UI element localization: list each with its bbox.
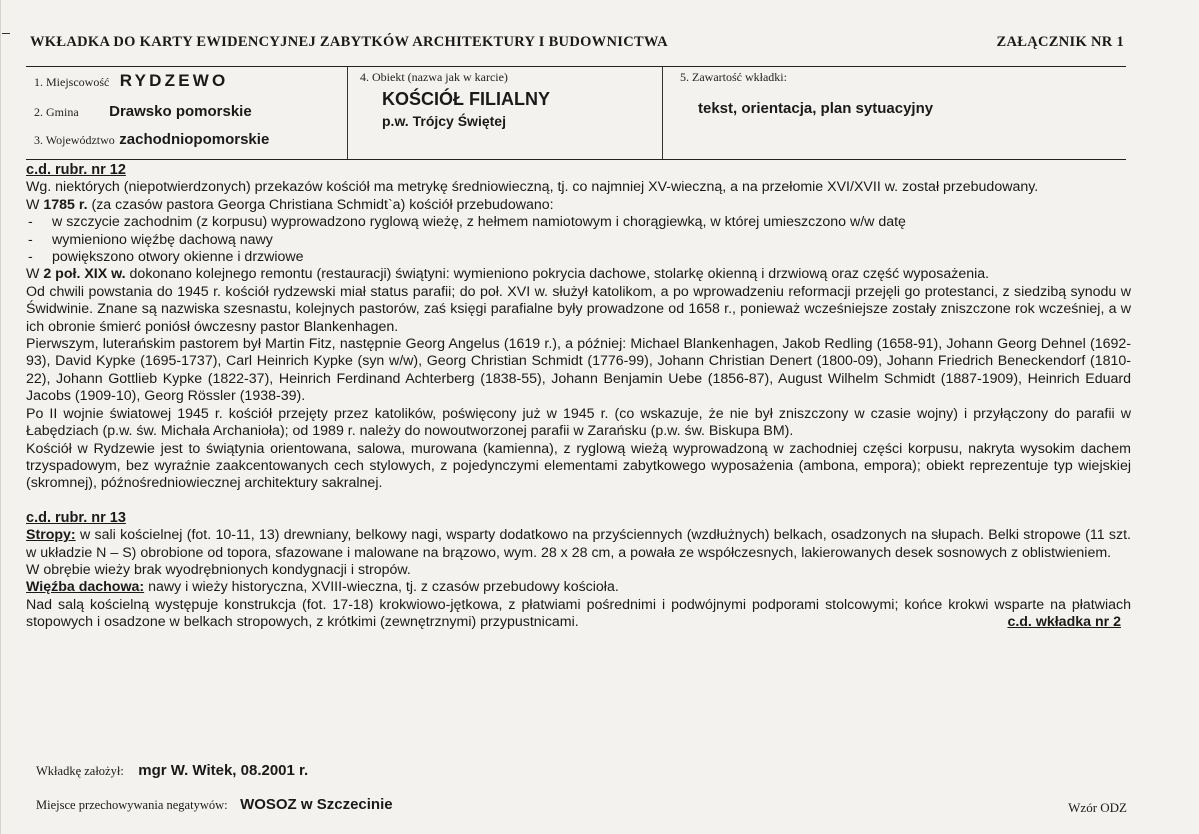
field-commune-label: 2. Gmina: [34, 105, 79, 119]
negatives-line: [36, 796, 393, 814]
paragraph: Wg. niektórych (niepotwierdzonych) przekazów kościół ma metrykę średniowieczną, tj. co najmniej XV-wieczną, a na przełomie XVI/XVII w. został przebudowany.: [26, 179, 1039, 196]
field-locality-label: 1. Miejscowość: [34, 75, 110, 89]
paragraph: Kościół w Rydzewie jest to świątynia orientowana, salowa, murowana (kamienna), z ryglową wieżą wyprowadzoną w zachodniej części korpusu, nakryta wysokim dachem trzyspadowym, bez wyraźnie zaakcentowanych cech stylowych, z pojedynczymi elementami zabytkowego wyposażenia (ambona, empora); obiekt reprezentuje typ wiejskiej (skromnej), późnośredniowiecznej architektury sakralnej.: [26, 440, 1131, 492]
paragraph: W 2 poł. XIX w. dokonano kolejnego remontu (restauracji) świątyni: wymieniono pokrycia dachowe, stolarkę okienną i drzwiową oraz część wyposażenia.: [26, 266, 990, 283]
page-edge: [0, 0, 1, 834]
paragraph: Stropy: w sali kościelnej (fot. 10-11, 13) drewniany, belkowy nagi, wsparty dodatkowo na przyściennych (wzdłużnych) belkach, osadzonych na słupach. Belki stropowe (11 szt. w układzie N – S) obrobione od topora, sfazowane i malowane na brązowo, wym. 28 x 28 cm, a powała ze współczesnych, lakierowanych desek sosnowych z oblistwieniem.: [26, 527, 1131, 561]
annex-number: ZAŁĄCZNIK NR 1: [996, 34, 1124, 50]
field-locality-value: RYDZEWO: [119, 71, 229, 90]
paragraph: Nad salą kościelną występuje konstrukcja (fot. 17-18) krokwiowo-jętkowa, z płatwiami pośrednimi i podwójnymi podporami stolcowymi; końce krokwi wsparte na płatwiach stopowych i osadzone w belkach stropowych, z krótkimi (zewnętrznymi) przypustnicami. c.d. wkładka nr 2: [26, 596, 1131, 631]
document-title: WKŁADKA DO KARTY EWIDENCYJNEJ ZABYTKÓW ARCHITEKTURY I BUDOWNICTWA: [30, 34, 668, 50]
paragraph: Od chwili powstania do 1945 r. kościół rydzewski miał status parafii; do poł. XVI w. służył katolikom, a po wprowadzeniu reformacji przejęli go protestanci, z siedzibą synodu w Świdwinie. Znane są nazwiska szesnastu, kolejnych pastorów, zaś księgi parafialne były prowadzone od 1658 r., ponieważ wcześniejsze zostały zniszczone rok wcześniej, a w ich obronie śmierć poniósł ówczesny pastor Blankenhagen.: [26, 283, 1131, 335]
list-item: - powiększono otwory okienne i drzwiowe: [28, 249, 304, 266]
field-contents-value: tekst, orientacja, plan sytuacyjny: [698, 100, 934, 117]
field-contents-label: 5. Zawartość wkładki:: [680, 70, 787, 84]
field-voivodeship-value: zachodniopomorskie: [119, 131, 270, 148]
margin-mark: [2, 33, 10, 34]
field-commune: [34, 103, 252, 121]
author-line: [36, 762, 308, 780]
field-voivodeship: [34, 131, 269, 149]
list-item: - w szczycie zachodnim (z korpusu) wyprowadzono ryglową wieżę, z hełmem namiotowym i chorągiewką, w której umieszczono w/w datę: [28, 214, 906, 231]
dash-bullet: -: [28, 231, 33, 248]
paragraph: W 1785 r. (za czasów pastora Georga Christiana Schmidt`a) kościół przebudowano:: [26, 196, 554, 213]
dash-bullet: -: [28, 214, 33, 231]
negatives-label: Miejsce przechowywania negatywów:: [36, 798, 228, 812]
list-item: - wymieniono więźbę dachową nawy: [28, 231, 273, 248]
field-object-label: 4. Obiekt (nazwa jak w karcie): [360, 70, 508, 84]
paragraph: W obrębie wieży brak wyodrębnionych kondygnacji i stropów.: [26, 561, 411, 578]
date-highlight: 2 poł. XIX w.: [43, 266, 126, 283]
column-divider: [347, 67, 348, 159]
identification-box: [26, 66, 1126, 160]
negatives-value: WOSOZ w Szczecinie: [240, 796, 393, 813]
dash-bullet: -: [28, 249, 33, 266]
field-commune-value: Drawsko pomorskie: [109, 103, 252, 120]
author-value: mgr W. Witek, 08.2001 r.: [138, 762, 309, 779]
ceilings-label: Stropy:: [26, 527, 76, 544]
author-label: Wkładkę założył:: [36, 764, 124, 778]
field-locality: [34, 71, 228, 91]
paragraph: Po II wojnie światowej 1945 r. kościół przejęty przez katolików, poświęcony już w 1945 r. (co wskazuje, że nie był zniszczony w czasie wojny) i przyłączony do parafii w Łabędziach (p.w. św. Michała Archanioła); od 1989 r. należy do nowoutworzonej parafii w Zarańsku (p.w. św. Biskupa BM).: [26, 405, 1131, 440]
paragraph: Więźba dachowa: nawy i wieży historyczna, XVIII-wieczna, tj. z czasów przebudowy kościoła.: [26, 579, 619, 596]
date-highlight: 1785 r.: [43, 196, 88, 213]
document-body: [26, 162, 1131, 632]
continued-reference: c.d. wkładka nr 2: [1007, 614, 1121, 631]
section-heading-13: c.d. rubr. nr 13: [26, 509, 126, 526]
field-object-dedication: p.w. Trójcy Świętej: [382, 113, 506, 129]
field-voivodeship-label: 3. Województwo: [34, 133, 115, 147]
section-heading-12: c.d. rubr. nr 12: [26, 162, 126, 178]
document-header: [30, 34, 1124, 54]
field-object-value: KOŚCIÓŁ FILIALNY: [382, 89, 550, 109]
paragraph: Pierwszym, luterańskim pastorem był Martin Fitz, następnie Georg Angelus (1619 r.), a później: Michael Blankenhagen, Jakob Redling (1658-91), Johann Georg Dehnel (1692-93), David Kypke (1695-1737), Carl Heinrich Kypke (syn w/w), Georg Christian Schmidt (1776-99), Johann Christian Denert (1800-09), Johann Friedrich Beneckendorf (1810-22), Johann Gottlieb Kypke (1822-37), Heinrich Ferdinand Achterberg (1838-55), Johann Benjamin Uebe (1856-87), August Wilhelm Schmidt (1887-1909), Heinrich Eduard Jacobs (1909-10), Georg Rössler (1938-39).: [26, 336, 1131, 405]
form-model: Wzór ODZ: [1068, 800, 1127, 815]
roof-truss-label: Więźba dachowa:: [26, 579, 145, 596]
column-divider: [662, 67, 663, 159]
